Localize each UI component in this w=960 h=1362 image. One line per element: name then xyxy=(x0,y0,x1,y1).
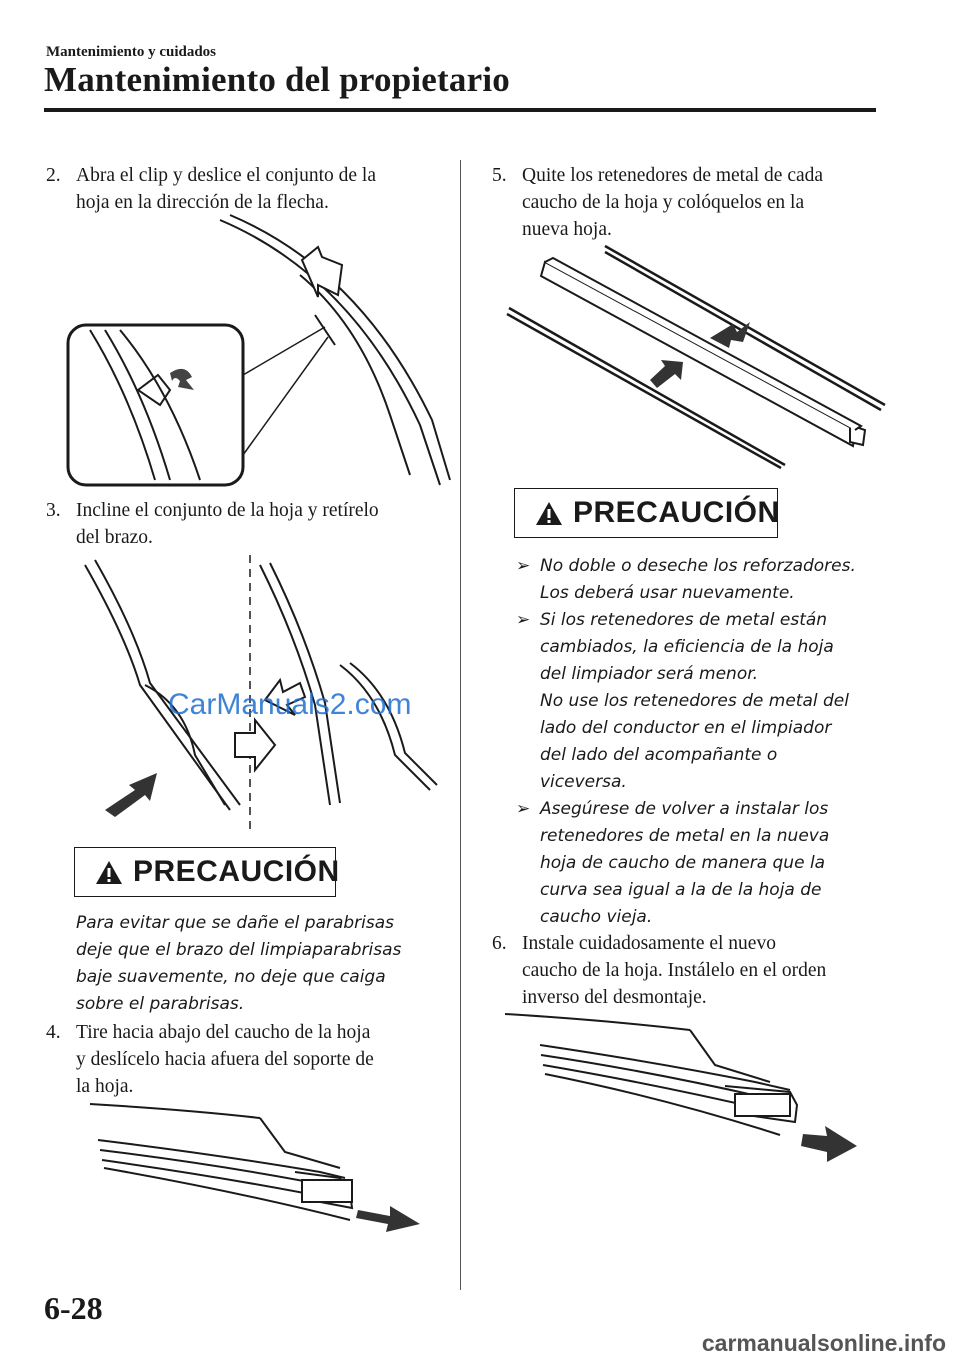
pull-arrow-icon xyxy=(356,1206,420,1232)
step-2 xyxy=(46,162,446,222)
caution-line: cambiados, la eficiencia de la hoja xyxy=(540,637,834,657)
figure-install-rubber xyxy=(505,1010,865,1170)
caution-line: Asegúrese de volver a instalar los xyxy=(540,799,829,819)
caution-line: Si los retenedores de metal están xyxy=(540,610,828,630)
retainer-arrow-icon xyxy=(650,360,683,388)
step-line: Abra el clip y deslice el conjunto de la xyxy=(76,165,376,186)
warning-icon xyxy=(535,501,563,526)
caution-line: lado del conductor en el limpiador xyxy=(540,718,832,738)
caution-line: sobre el parabrisas. xyxy=(76,994,245,1014)
step-number: 2. xyxy=(46,165,61,186)
caution-bullet xyxy=(516,796,876,931)
caution-line: No use los retenedores de metal del xyxy=(540,691,849,711)
step-4 xyxy=(46,1019,446,1104)
step-line: hoja en la dirección de la flecha. xyxy=(76,192,329,213)
caution-line: deje que el brazo del limpiaparabrisas xyxy=(76,940,402,960)
header-rule xyxy=(44,108,876,112)
caution-line: No doble o deseche los reforzadores. xyxy=(540,556,856,576)
step-line: caucho de la hoja. Instálelo en el orden xyxy=(522,960,827,981)
step-number: 5. xyxy=(492,165,507,186)
step-line: nueva hoja. xyxy=(522,219,612,240)
step-3 xyxy=(46,497,446,557)
caution-bullet xyxy=(516,607,876,796)
column-divider xyxy=(460,160,461,1290)
caution-line: del lado del acompañante o xyxy=(540,745,778,765)
watermark: CarManuals2.com xyxy=(168,688,412,721)
caution-box xyxy=(74,847,340,897)
footer-watermark: carmanualsonline.info xyxy=(701,1330,946,1356)
step-6 xyxy=(492,930,892,1015)
figure-metal-retainers xyxy=(505,240,890,470)
caution-label: PRECAUCIÓN xyxy=(133,855,340,888)
step-line: caucho de la hoja y colóquelos en la xyxy=(522,192,805,213)
figure-open-clip xyxy=(60,215,450,490)
caution-line: Para evitar que se dañe el parabrisas xyxy=(76,913,395,933)
step-line: del brazo. xyxy=(76,527,153,548)
step-line: Instale cuidadosamente el nuevo xyxy=(522,933,776,954)
step-line: la hoja. xyxy=(76,1076,134,1097)
bullet-arrow-icon: ➢ xyxy=(516,799,531,819)
caution-line: baje suavemente, no deje que caiga xyxy=(76,967,386,987)
chapter-title: Mantenimiento del propietario xyxy=(44,60,510,99)
caution-line: viceversa. xyxy=(540,772,627,792)
caution-box xyxy=(514,488,778,538)
caution-line: del limpiador será menor. xyxy=(540,664,759,684)
caution-line: caucho vieja. xyxy=(540,907,653,927)
step-line: Tire hacia abajo del caucho de la hoja xyxy=(76,1022,371,1043)
figure-pull-rubber xyxy=(90,1100,420,1235)
section-title: Mantenimiento y cuidados xyxy=(46,44,217,60)
caution-text xyxy=(76,910,456,1018)
caution-label: PRECAUCIÓN xyxy=(573,496,780,529)
bullet-arrow-icon: ➢ xyxy=(516,556,531,576)
step-number: 4. xyxy=(46,1022,61,1043)
caution-line: retenedores de metal en la nueva xyxy=(540,826,830,846)
step-line: inverso del desmontaje. xyxy=(522,987,707,1008)
caution-line: Los deberá usar nuevamente. xyxy=(540,583,795,603)
page-number: 6-28 xyxy=(44,1290,103,1326)
down-arrow-icon xyxy=(105,773,157,817)
push-arrow-icon xyxy=(801,1126,857,1162)
step-5 xyxy=(492,162,892,247)
next-arrow-icon xyxy=(235,720,275,770)
caution-line: curva sea igual a la de la hoja de xyxy=(540,880,822,900)
step-line: y deslícelo hacia afuera del soporte de xyxy=(76,1049,374,1070)
step-line: Quite los retenedores de metal de cada xyxy=(522,165,824,186)
step-number: 3. xyxy=(46,500,61,521)
step-number: 6. xyxy=(492,933,507,954)
bullet-arrow-icon: ➢ xyxy=(516,610,531,630)
caution-bullet xyxy=(516,553,876,607)
caution-line: hoja de caucho de manera que la xyxy=(540,853,826,873)
detail-inset xyxy=(68,325,243,485)
warning-icon xyxy=(95,860,123,885)
slide-arrow-icon xyxy=(302,247,342,297)
step-line: Incline el conjunto de la hoja y retírelo xyxy=(76,500,379,521)
caution-bullets xyxy=(516,553,876,931)
